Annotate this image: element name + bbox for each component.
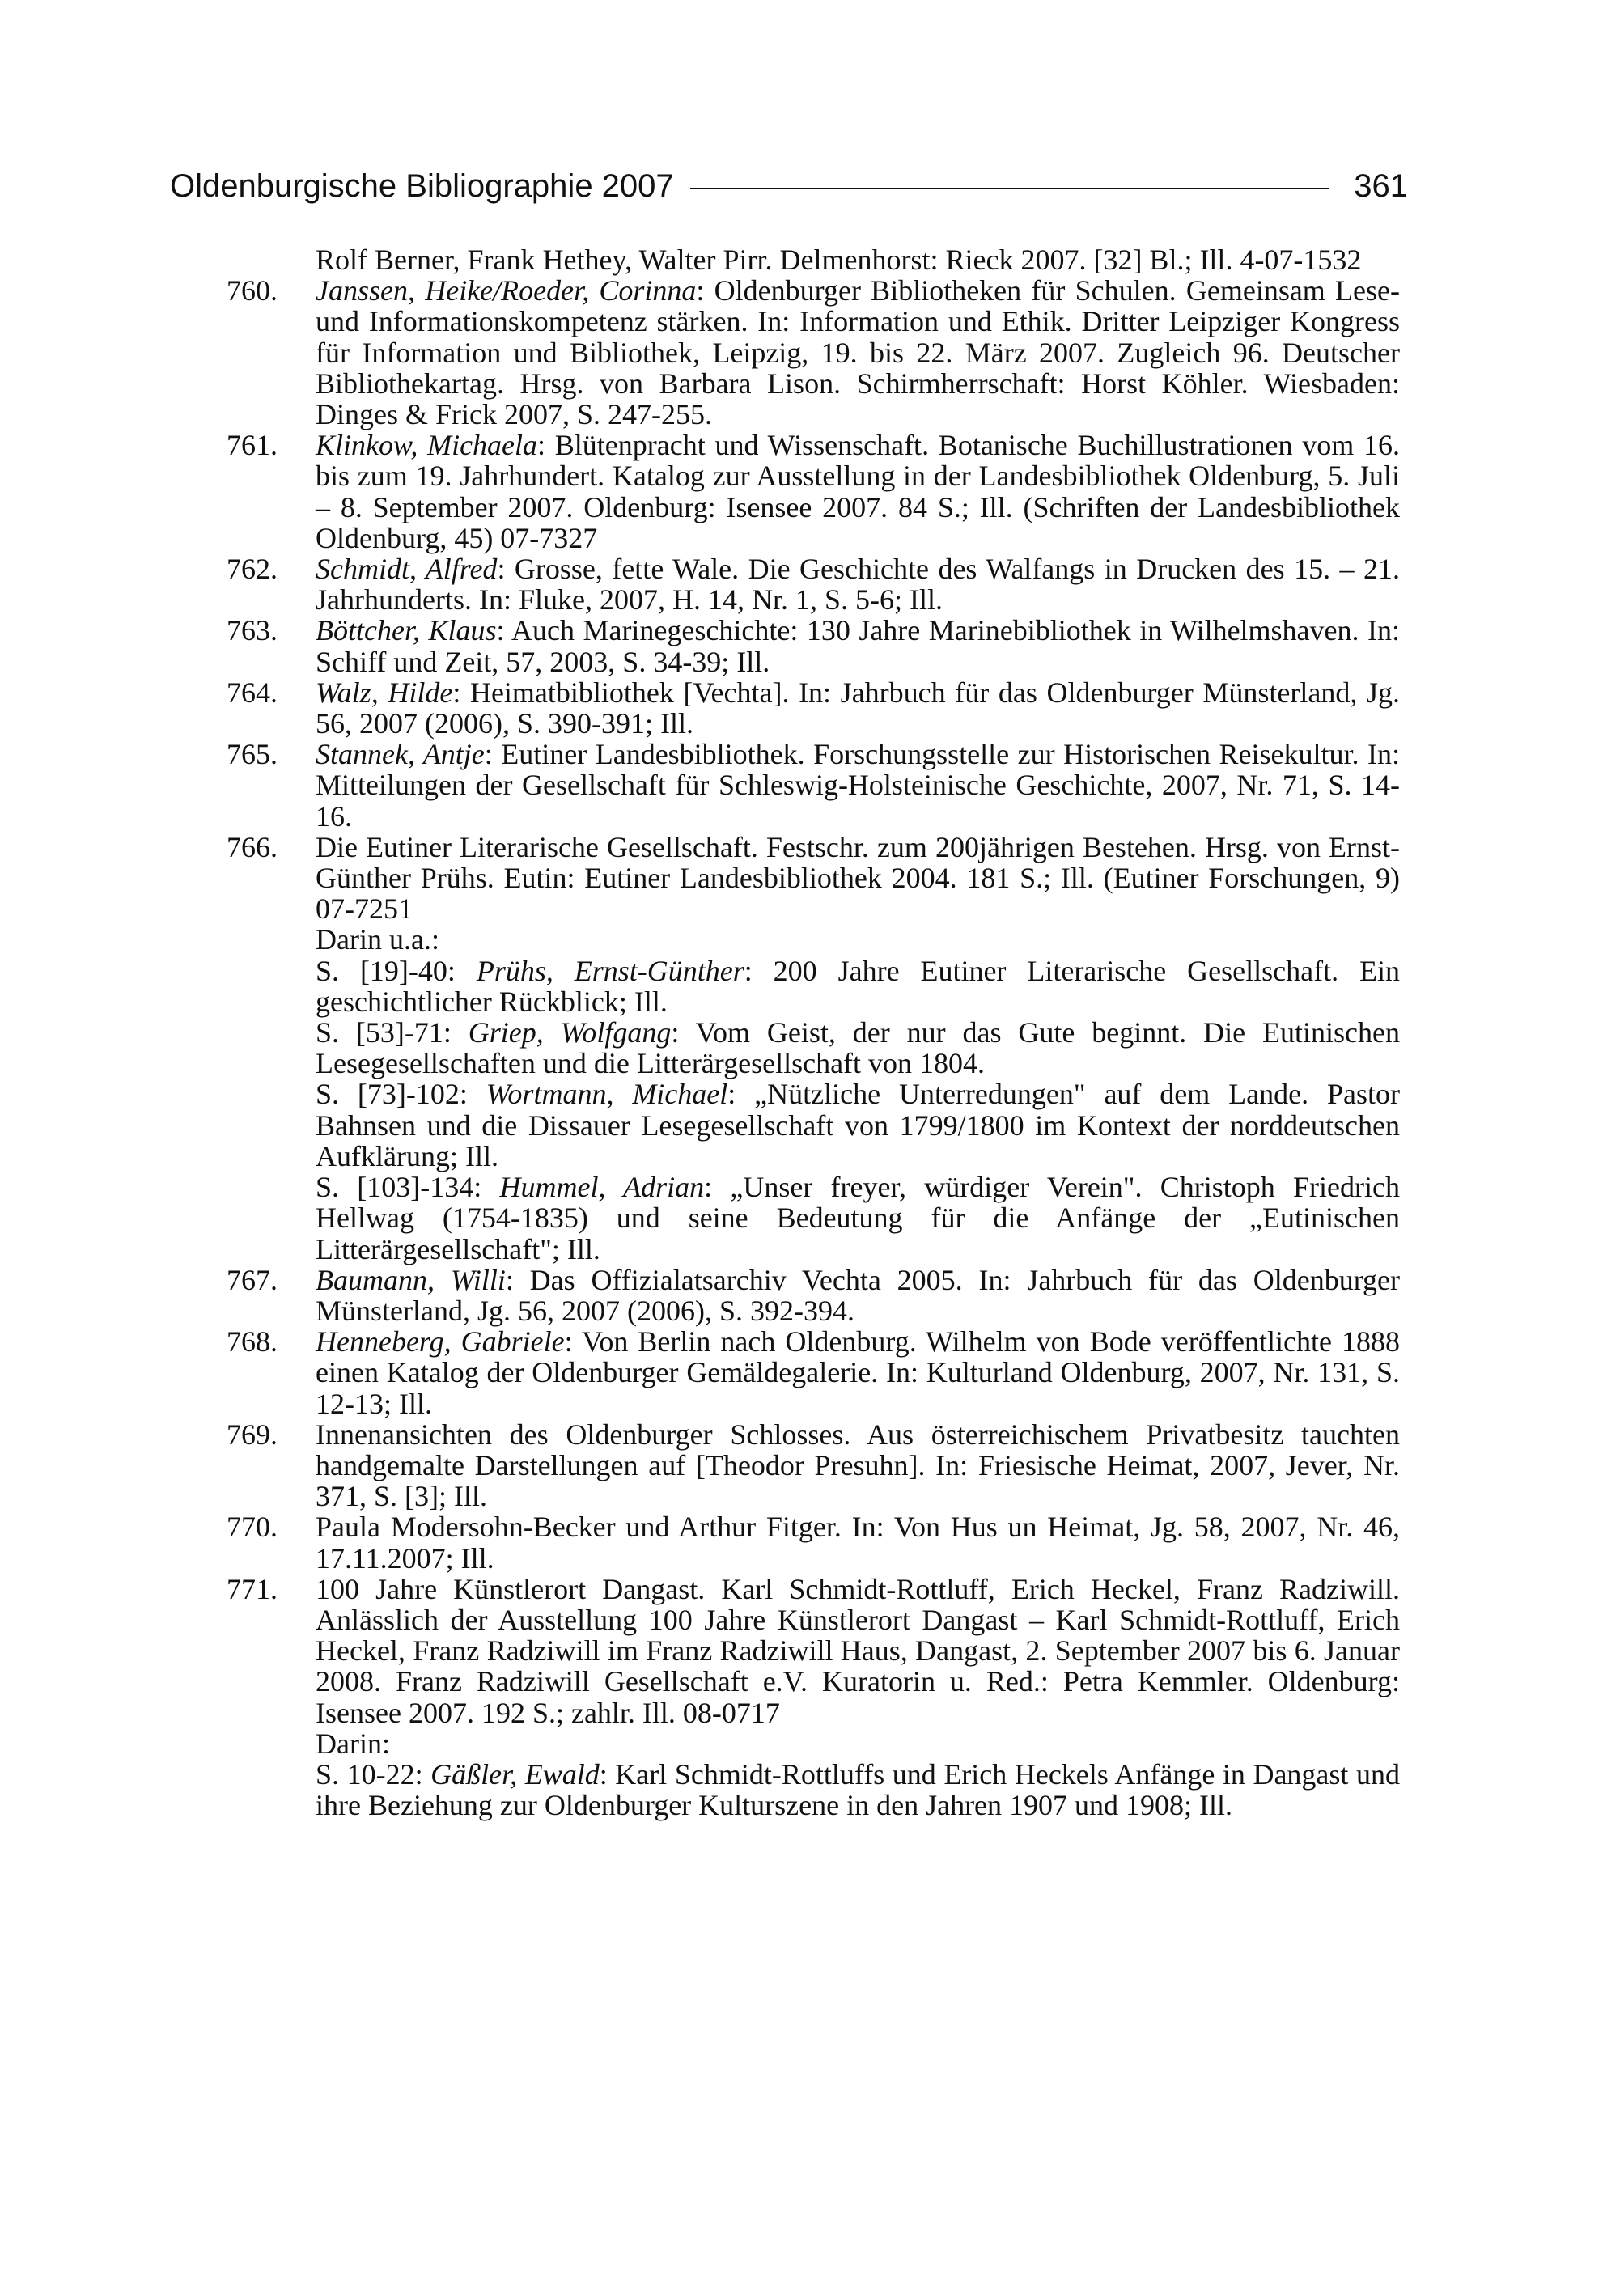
- entry-text: Paula Modersohn-Becker und Arthur Fitger. In: Von Hus un Heimat, Jg. 58, 2007, Nr. 46, 17.11.2007; Ill.: [316, 1511, 1400, 1575]
- sub-entry-text: : Karl Schmidt-Rottluffs und Erich Heckels Anfänge in Dangast und ihre Beziehung zur Oldenburger Kulturszene in den Jahren 1907 und 1908; Ill.: [316, 1757, 1400, 1822]
- entry-text: : Heimatbibliothek [Vechta]. In: Jahrbuch für das Oldenburger Münsterland, Jg. 56, 2007 (2006), S. 390-391; Ill.: [316, 676, 1400, 740]
- entry-author: Schmidt, Alfred: [316, 553, 498, 586]
- bib-entry-continued: [170, 244, 1400, 275]
- entry-number: 760.: [227, 274, 278, 307]
- entry-text: : Blütenpracht und Wissenschaft. Botanische Buchillustrationen vom 16. bis zum 19. Jahrhundert. Katalog zur Ausstellung in der Landesbibliothek Oldenburg, 5. Juli – 8. September 2007. Oldenburg: Isensee 2007. 84 S.; Ill. (Schriften der Landesbibliothek Oldenburg, 45) 07-7327: [316, 429, 1400, 554]
- bib-entry-763: [170, 615, 1400, 676]
- sub-entry: [316, 1079, 1400, 1172]
- entry-text: : Grosse, fette Wale. Die Geschichte des Walfangs in Drucken des 15. – 21. Jahrhunderts. In: Fluke, 2007, H. 14, Nr. 1, S. 5-6; Ill.: [316, 553, 1400, 617]
- bib-entry-768: [170, 1326, 1400, 1419]
- entry-number: 765.: [227, 738, 278, 771]
- bib-entry-762: [170, 553, 1400, 615]
- entry-text: : Auch Marinegeschichte: 130 Jahre Marinebibliothek in Wilhelmshaven. In: Schiff und Zeit, 57, 2003, S. 34-39; Ill.: [316, 614, 1400, 678]
- sub-entry-text: : „Nützliche Unterredungen" auf dem Lande. Pastor Bahnsen und die Dissauer Lesegesellschaft von 1799/1800 im Kontext der norddeutschen Aufklärung; Ill.: [316, 1078, 1400, 1172]
- entry-number: 764.: [227, 676, 278, 709]
- bib-entry-766: [170, 832, 1400, 1265]
- sub-entry-pages: S. [19]-40:: [316, 954, 477, 987]
- bib-entry-767: [170, 1265, 1400, 1326]
- bib-entry-765: [170, 739, 1400, 832]
- bib-entry-761: [170, 430, 1400, 553]
- bib-entry-760: [170, 275, 1400, 430]
- running-head: [170, 162, 1408, 210]
- entry-author: Janssen, Heike/Roeder, Corinna: [316, 274, 697, 307]
- page-number: 361: [1354, 167, 1408, 204]
- entry-author: Henneberg, Gabriele: [316, 1325, 565, 1358]
- entry-number: 761.: [227, 429, 278, 462]
- entry-text: : Das Offizialatsarchiv Vechta 2005. In: Jahrbuch für das Oldenburger Münsterland, Jg. 56, 2007 (2006), S. 392-394.: [316, 1263, 1400, 1327]
- entry-number: 769.: [227, 1418, 278, 1451]
- sub-entry-pages: S. 10-22:: [316, 1757, 431, 1791]
- entry-text: Innenansichten des Oldenburger Schlosses. Aus österreichischem Privatbesitz tauchten handgemalte Darstellungen auf [Theodor Presuhn]. In: Friesische Heimat, 2007, Jever, Nr. 371, S. [3]; Ill.: [316, 1418, 1400, 1513]
- entry-text: : Von Berlin nach Oldenburg. Wilhelm von Bode veröffentlichte 1888 einen Katalog der Oldenburger Gemäldegalerie. In: Kulturland Oldenburg, 2007, Nr. 131, S. 12-13; Ill.: [316, 1325, 1400, 1420]
- sub-entry-text: : „Unser freyer, würdiger Verein". Christoph Friedrich Hellwag (1754-1835) und seine Bedeutung für die Anfänge der „Eutinischen Litterärgesellschaft"; Ill.: [316, 1171, 1400, 1265]
- entry-author: Klinkow, Michaela: [316, 429, 538, 462]
- entry-number: 766.: [227, 830, 278, 863]
- sub-entry-pages: S. [103]-134:: [316, 1171, 500, 1204]
- sub-entry-text: : Vom Geist, der nur das Gute beginnt. Die Eutinischen Lesegesellschaften und die Litterärgesellschaft von 1804.: [316, 1016, 1400, 1080]
- entry-number: 767.: [227, 1263, 278, 1296]
- sub-entry: [316, 1017, 1400, 1079]
- entry-text: : Oldenburger Bibliotheken für Schulen. Gemeinsam Lese- und Informationskompetenz stärken. In: Information und Ethik. Dritter Leipziger Kongress für Information und Bibliothek, Leipzig, 19. bis 22. März 2007. Zugleich 96. Deutscher Bibliothekartag. Hrsg. von Barbara Lison. Schirmherrschaft: Horst Köhler. Wiesbaden: Dinges & Frick 2007, S. 247-255.: [316, 274, 1400, 431]
- entry-number: 762.: [227, 553, 278, 586]
- sub-entry: [316, 956, 1400, 1017]
- bib-entry-764: [170, 677, 1400, 739]
- entry-author: Böttcher, Klaus: [316, 614, 497, 647]
- sub-entry-pages: S. [53]-71:: [316, 1016, 469, 1049]
- darin-label: Darin u.a.:: [316, 923, 439, 956]
- entry-number: 770.: [227, 1511, 278, 1544]
- sub-entry-author: Griep, Wolfgang: [468, 1016, 672, 1049]
- entry-text: Rolf Berner, Frank Hethey, Walter Pirr. Delmenhorst: Rieck 2007. [32] Bl.; Ill. 4-07-1532: [316, 244, 1362, 276]
- entry-number: 771.: [227, 1572, 278, 1605]
- entry-author: Walz, Hilde: [316, 676, 453, 709]
- sub-entry-pages: S. [73]-102:: [316, 1078, 486, 1111]
- sub-entry-author: Prühs, Ernst-Günther: [476, 954, 744, 987]
- header-rule: [690, 188, 1330, 189]
- sub-entry: [316, 1172, 1400, 1265]
- bib-entry-769: [170, 1419, 1400, 1512]
- sub-entry: [316, 1759, 1400, 1820]
- entry-author: Stannek, Antje: [316, 738, 485, 771]
- entry-number: 763.: [227, 614, 278, 647]
- entry-text: 100 Jahre Künstlerort Dangast. Karl Schmidt-Rottluff, Erich Heckel, Franz Radziwill. Anlässlich der Ausstellung 100 Jahre Künstlerort Dangast – Karl Schmidt-Rottluff, Erich Heckel, Franz Radziwill im Franz Radziwill Haus, Dangast, 2. September 2007 bis 6. Januar 2008. Franz Radziwill Gesellschaft e.V. Kuratorin u. Red.: Petra Kemmler. Oldenburg: Isensee 2007. 192 S.; zahlr. Ill. 08-0717: [316, 1572, 1400, 1729]
- sub-entry-author: Wortmann, Michael: [486, 1078, 728, 1111]
- sub-entry-text: : 200 Jahre Eutiner Literarische Gesellschaft. Ein geschichtlicher Rückblick; Ill.: [316, 954, 1400, 1018]
- entry-number: 768.: [227, 1325, 278, 1358]
- darin-label: Darin:: [316, 1727, 390, 1760]
- entry-text: : Eutiner Landesbibliothek. Forschungsstelle zur Historischen Reisekultur. In: Mitteilungen der Gesellschaft für Schleswig-Holsteinische Geschichte, 2007, Nr. 71, S. 14-16.: [316, 738, 1400, 833]
- entry-author: Baumann, Willi: [316, 1263, 506, 1296]
- entry-text: Die Eutiner Literarische Gesellschaft. Festschr. zum 200jährigen Bestehen. Hrsg. von Ernst-Günther Prühs. Eutin: Eutiner Landesbibliothek 2004. 181 S.; Ill. (Eutiner Forschungen, 9) 07-7251: [316, 830, 1400, 926]
- sub-entry-author: Hummel, Adrian: [499, 1171, 705, 1204]
- bib-entry-771: [170, 1574, 1400, 1821]
- sub-entry-author: Gäßler, Ewald: [430, 1757, 600, 1791]
- bib-entry-770: [170, 1511, 1400, 1573]
- bibliography-list: [170, 244, 1400, 1820]
- running-title: Oldenburgische Bibliographie 2007: [170, 167, 674, 204]
